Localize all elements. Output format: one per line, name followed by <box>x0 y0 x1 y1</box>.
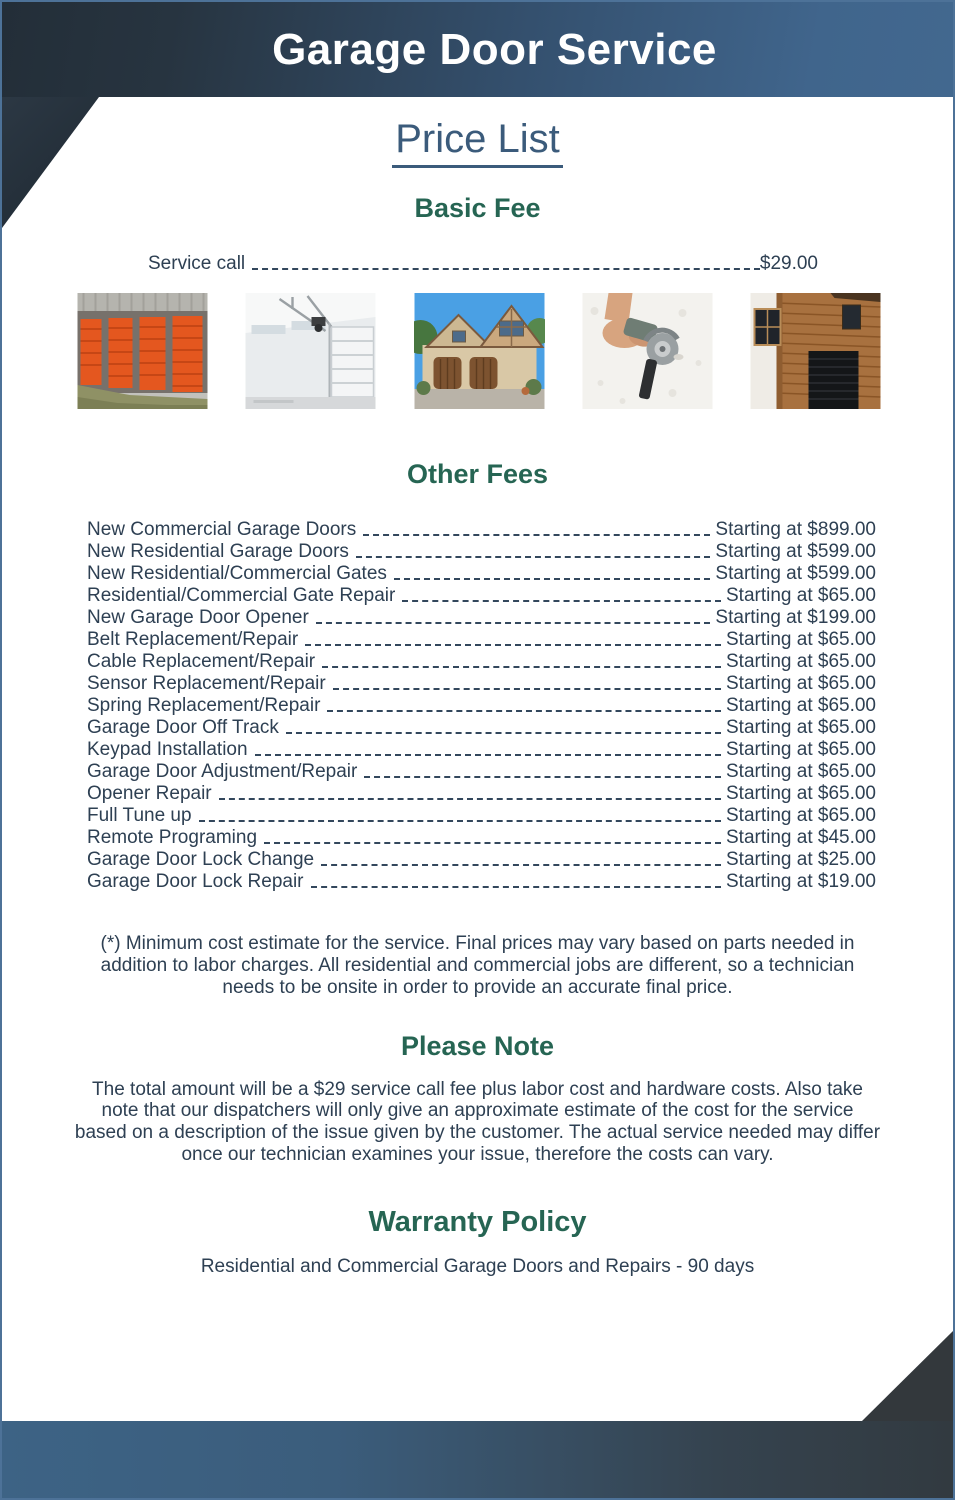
dashed-leader <box>252 268 760 270</box>
fee-row <box>87 695 876 717</box>
gallery-image-technician-tool <box>582 293 713 409</box>
fee-row <box>87 805 876 827</box>
fee-price: Starting at $65.00 <box>726 585 876 607</box>
fee-row <box>87 827 876 849</box>
fee-row <box>87 717 876 739</box>
fee-price: Starting at $65.00 <box>726 739 876 761</box>
fee-price: Starting at $199.00 <box>715 607 876 629</box>
fee-price: Starting at $599.00 <box>715 563 876 585</box>
fee-label: New Garage Door Opener <box>87 607 309 629</box>
dashed-leader <box>286 732 721 734</box>
fee-label: Spring Replacement/Repair <box>87 695 321 717</box>
dashed-leader <box>402 600 721 602</box>
fee-row <box>87 871 876 893</box>
fee-price: Starting at $65.00 <box>726 805 876 827</box>
storage-units-illustration <box>77 293 208 409</box>
basic-fee-heading: Basic Fee <box>414 193 541 223</box>
dashed-leader <box>219 798 721 800</box>
other-fees-heading: Other Fees <box>406 459 549 490</box>
dashed-leader <box>316 622 711 624</box>
fee-row <box>87 849 876 871</box>
fee-row <box>87 673 876 695</box>
page-title: Price List <box>392 117 563 168</box>
dashed-leader <box>322 666 721 668</box>
gallery-image-storage-units <box>77 293 208 409</box>
page-content <box>2 97 953 1278</box>
fee-label: Belt Replacement/Repair <box>87 629 299 651</box>
dashed-leader <box>363 534 710 536</box>
fee-row <box>87 519 876 541</box>
fee-label: Service call <box>148 253 246 275</box>
please-note-heading: Please Note <box>400 1031 555 1062</box>
gallery-image-house-garage-doors <box>414 293 545 409</box>
fee-price: Starting at $899.00 <box>715 519 876 541</box>
fee-row <box>87 739 876 761</box>
fee-row <box>87 761 876 783</box>
fee-price: Starting at $65.00 <box>726 761 876 783</box>
modern-wood-house-illustration <box>750 293 881 409</box>
photo-gallery <box>2 293 953 409</box>
dashed-leader <box>305 644 721 646</box>
fee-row <box>87 651 876 673</box>
fee-label: Opener Repair <box>87 783 212 805</box>
fee-price: Starting at $65.00 <box>726 717 876 739</box>
page-header <box>2 2 953 97</box>
fee-row <box>87 563 876 585</box>
dashed-leader <box>327 710 721 712</box>
fee-price: Starting at $65.00 <box>726 629 876 651</box>
fee-price: Starting at $19.00 <box>726 871 876 893</box>
fee-label: Keypad Installation <box>87 739 248 761</box>
please-note-paragraph: The total amount will be a $29 service call fee plus labor cost and hardware costs. Also take note that our dispatchers will only give an approximate estimate of the cost for the service based on a description of the issue given by the customer. The actual service needed may differ once our technician examines your issue, therefore the costs can vary. <box>74 1078 881 1165</box>
fee-row <box>87 607 876 629</box>
fee-label: Residential/Commercial Gate Repair <box>87 585 396 607</box>
fee-label: Remote Programing <box>87 827 258 849</box>
service-call-row <box>2 251 953 275</box>
company-title: Garage Door Service <box>272 24 717 74</box>
bottom-right-corner-accent <box>862 1331 953 1421</box>
fee-row <box>87 541 876 563</box>
price-list-title-wrap <box>2 117 953 168</box>
page-footer <box>2 1421 953 1498</box>
house-illustration <box>414 293 545 409</box>
dashed-leader <box>394 578 711 580</box>
fee-price: Starting at $65.00 <box>726 673 876 695</box>
fee-row <box>87 783 876 805</box>
garage-interior-illustration <box>245 293 376 409</box>
fee-label: New Residential Garage Doors <box>87 541 349 563</box>
fee-label: Garage Door Off Track <box>87 717 279 739</box>
fee-row <box>87 629 876 651</box>
fee-price: Starting at $25.00 <box>726 849 876 871</box>
fee-price: Starting at $65.00 <box>726 783 876 805</box>
fee-label: Garage Door Adjustment/Repair <box>87 761 358 783</box>
technician-hand-illustration <box>582 293 713 409</box>
dashed-leader <box>311 886 722 888</box>
gallery-image-modern-wood-house <box>750 293 881 409</box>
fee-label: Garage Door Lock Repair <box>87 871 304 893</box>
dashed-leader <box>333 688 721 690</box>
dashed-leader <box>264 842 721 844</box>
dashed-leader <box>255 754 721 756</box>
fee-price: Starting at $599.00 <box>715 541 876 563</box>
dashed-leader <box>199 820 721 822</box>
other-fees-list <box>2 519 953 893</box>
gallery-image-garage-interior <box>245 293 376 409</box>
fee-price: Starting at $65.00 <box>726 651 876 673</box>
fee-price: $29.00 <box>759 253 818 275</box>
footnote-paragraph: (*) Minimum cost estimate for the service. Final prices may vary based on parts needed in addition to labor charges. All residential and commercial jobs are different, so a technician needs to be onsite in order to provide an accurate final price. <box>100 933 855 998</box>
fee-label: New Residential/Commercial Gates <box>87 563 387 585</box>
dashed-leader <box>321 864 721 866</box>
fee-price: Starting at $65.00 <box>726 695 876 717</box>
fee-label: New Commercial Garage Doors <box>87 519 357 541</box>
fee-row <box>87 585 876 607</box>
fee-label: Cable Replacement/Repair <box>87 651 316 673</box>
warranty-policy-heading: Warranty Policy <box>368 1205 587 1238</box>
dashed-leader <box>356 556 711 558</box>
fee-label: Sensor Replacement/Repair <box>87 673 326 695</box>
fee-label: Full Tune up <box>87 805 192 827</box>
fee-price: Starting at $45.00 <box>726 827 876 849</box>
fee-label: Garage Door Lock Change <box>87 849 315 871</box>
warranty-policy-text: Residential and Commercial Garage Doors and Repairs - 90 days <box>200 1256 755 1278</box>
dashed-leader <box>364 776 721 778</box>
